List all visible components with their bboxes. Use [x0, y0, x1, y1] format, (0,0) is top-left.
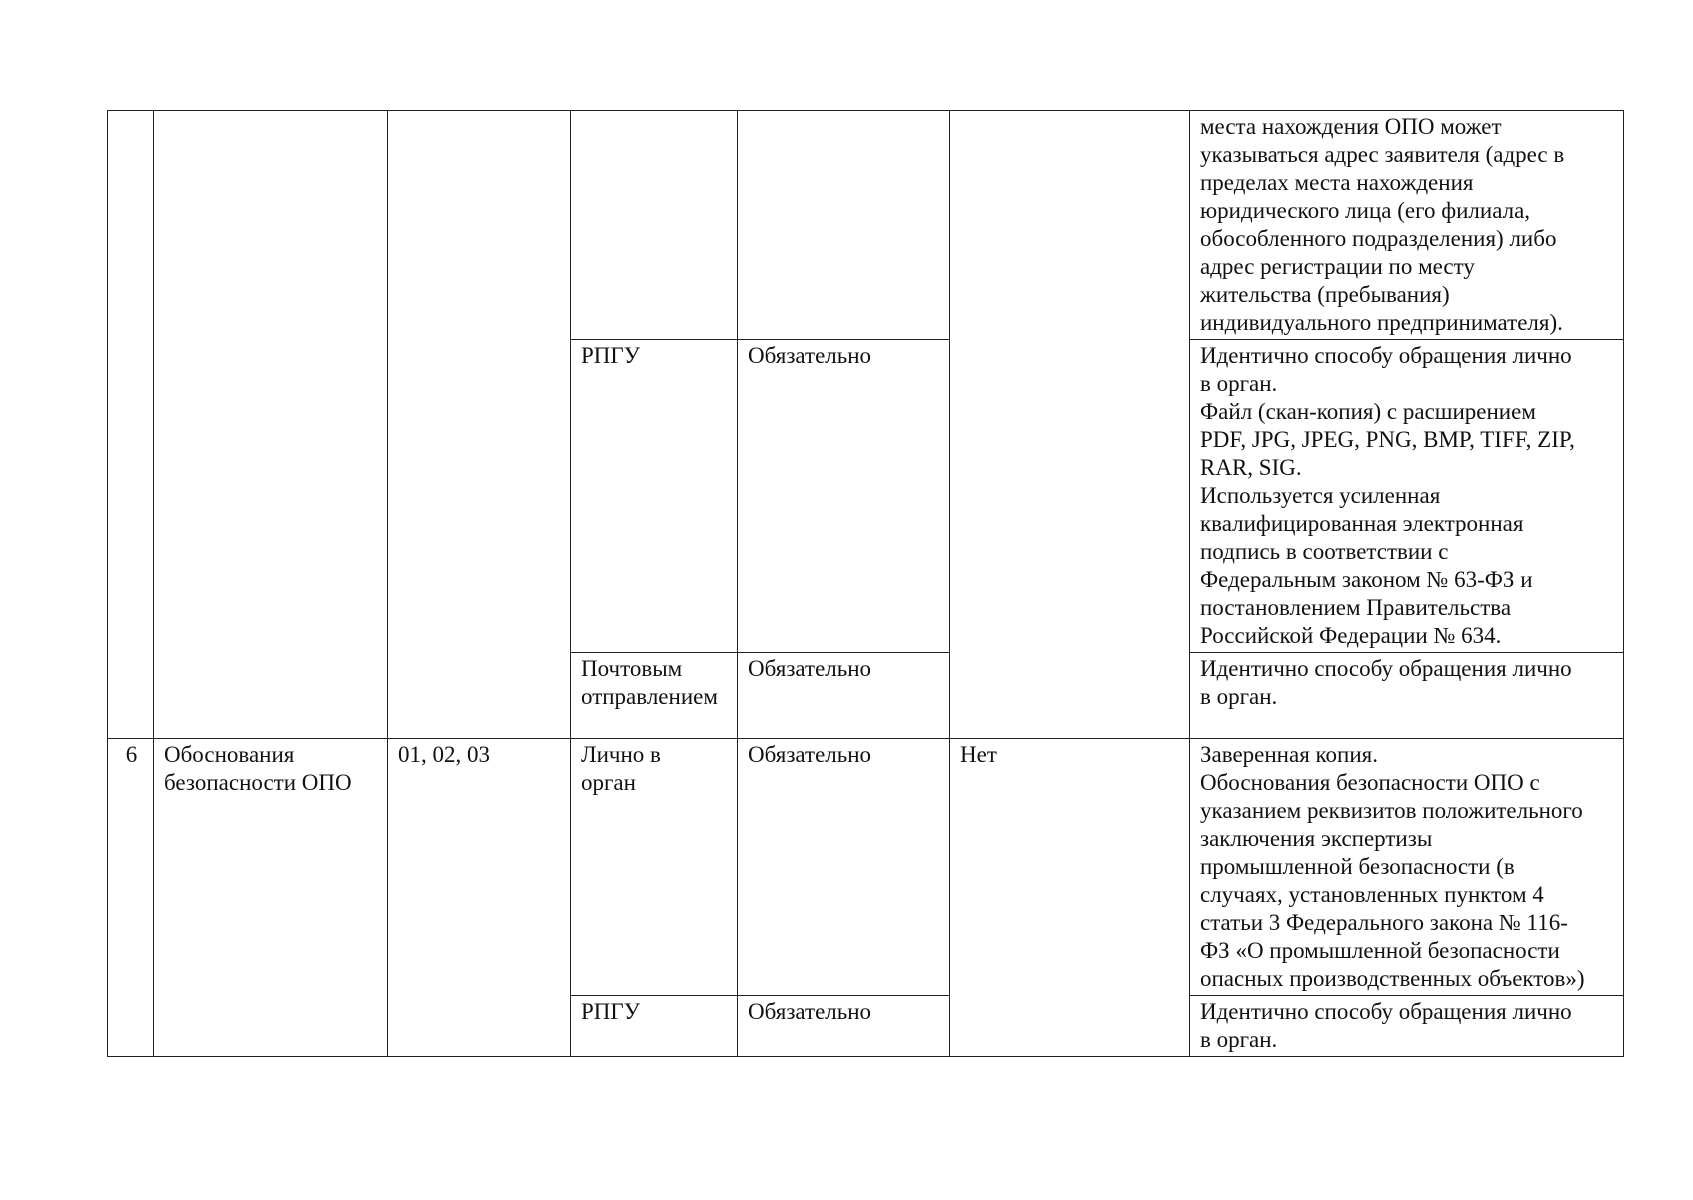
- method-cell: [571, 111, 738, 340]
- notes-cell: Идентично способу обращения лично в орган.: [1190, 996, 1624, 1057]
- notes-cell: Заверенная копия. Обоснования безопасности ОПО с указанием реквизитов положительного заключения экспертизы промышленной безопасности (в случаях, установленных пунктом 4 статьи 3 Федерального закона № 116- ФЗ «О промышленной безопасности опасных производственных объектов»): [1190, 739, 1624, 996]
- required-cell: Обязательно: [738, 653, 950, 739]
- required-cell: [738, 111, 950, 340]
- required-cell: Обязательно: [738, 996, 950, 1057]
- codes-cell: 01, 02, 03: [388, 739, 571, 1057]
- codes-cell: [388, 111, 571, 739]
- table-row: [108, 111, 1624, 340]
- table-row: [108, 739, 1624, 996]
- method-cell: РПГУ: [571, 340, 738, 653]
- notes-cell: места нахождения ОПО может указываться адрес заявителя (адрес в пределах места нахождения юридического лица (его филиала, обособленного подразделения) либо адрес регистрации по месту жительства (пребывания) индивидуального предпринимателя).: [1190, 111, 1624, 340]
- row-number-cell: 6: [108, 739, 154, 1057]
- requirements-table: [107, 110, 1624, 1057]
- row-number-cell: [108, 111, 154, 739]
- notes-cell: Идентично способу обращения лично в орган. Файл (скан-копия) с расширением PDF, JPG, JPEG, PNG, BMP, TIFF, ZIP, RAR, SIG. Используется усиленная квалифицированная электронная подпись в соответствии с Федеральным законом № 63-ФЗ и постановлением Правительства Российской Федерации № 634.: [1190, 340, 1624, 653]
- document-name-cell: [154, 111, 388, 739]
- method-cell: Лично в орган: [571, 739, 738, 996]
- required-cell: Обязательно: [738, 739, 950, 996]
- method-cell: Почтовым отправлением: [571, 653, 738, 739]
- notes-cell: Идентично способу обращения лично в орган.: [1190, 653, 1624, 739]
- extra-cell: [950, 111, 1190, 739]
- required-cell: Обязательно: [738, 340, 950, 653]
- extra-cell: Нет: [950, 739, 1190, 1057]
- document-name-cell: Обоснования безопасности ОПО: [154, 739, 388, 1057]
- method-cell: РПГУ: [571, 996, 738, 1057]
